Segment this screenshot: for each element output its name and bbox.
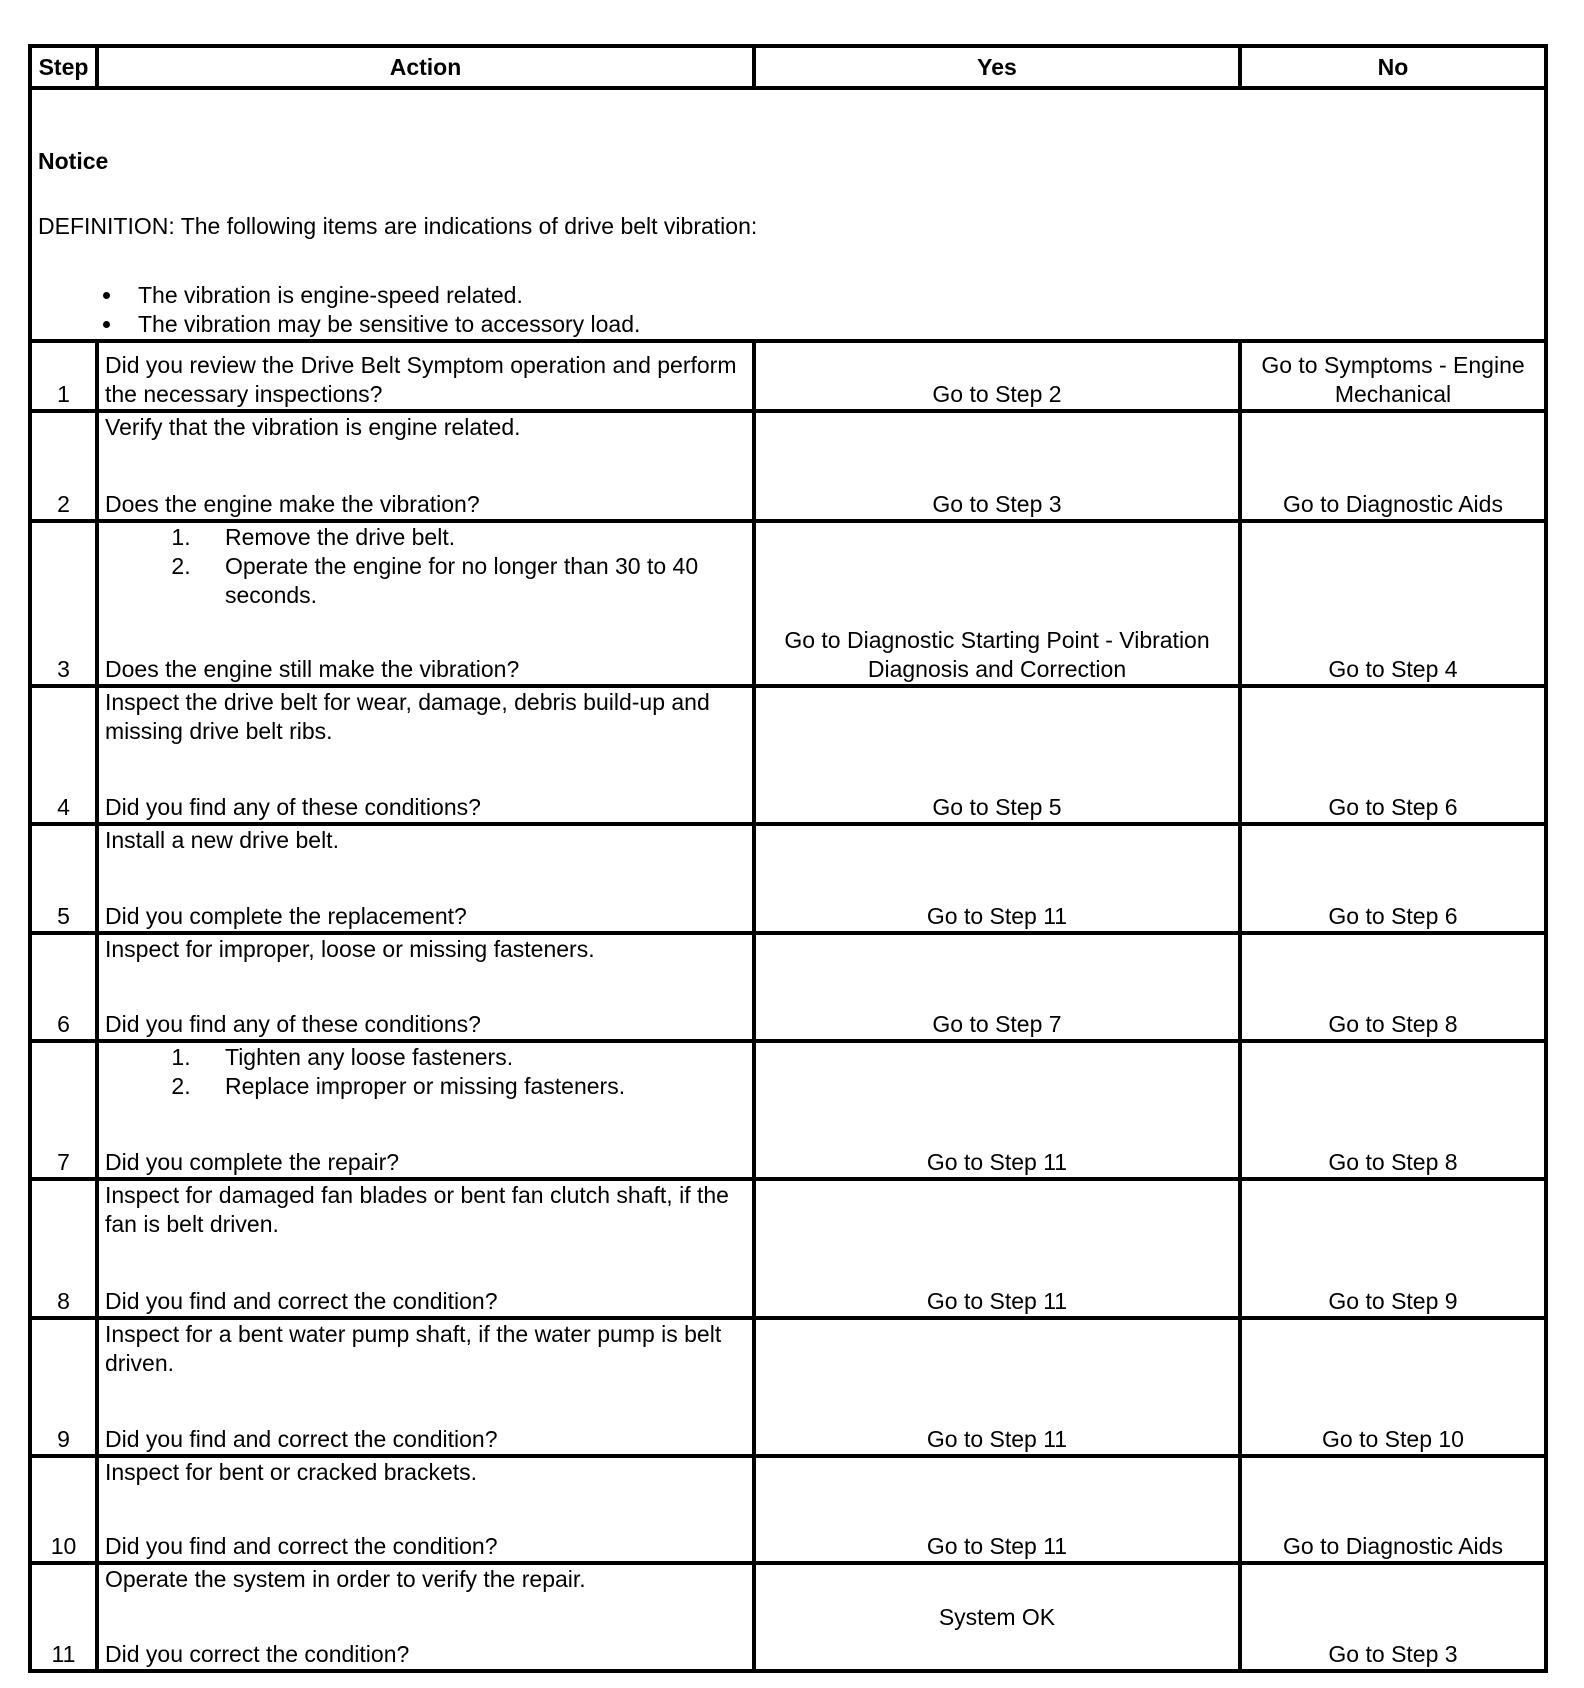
yes-cell: Go to Step 11 [754, 824, 1240, 933]
step-number: 3 [30, 521, 97, 686]
table-row [30, 341, 1546, 411]
step-number: 8 [30, 1179, 97, 1318]
no-cell: Go to Step 4 [1240, 521, 1546, 686]
header-action: Action [97, 46, 754, 88]
yes-cell: Go to Step 11 [754, 1041, 1240, 1179]
diagnostic-table [28, 44, 1548, 1673]
action-cell [97, 411, 754, 521]
step-number: 9 [30, 1318, 97, 1456]
no-cell: Go to Symptoms - Engine Mechanical [1240, 341, 1546, 411]
table-row [30, 933, 1546, 1041]
table-row [30, 521, 1546, 686]
action-question: Did you find and correct the condition? [105, 1533, 498, 1559]
no-cell: Go to Diagnostic Aids [1240, 411, 1546, 521]
table-row [30, 411, 1546, 521]
step-number: 11 [30, 1563, 97, 1671]
yes-cell: Go to Step 3 [754, 411, 1240, 521]
step-number: 7 [30, 1041, 97, 1179]
action-cell [97, 341, 754, 411]
notice-bullet: • The vibration is engine-speed related. [124, 281, 1538, 310]
action-question: Did you find any of these conditions? [105, 1011, 481, 1037]
header-row [30, 46, 1546, 88]
step-number: 1 [30, 341, 97, 411]
yes-cell: Go to Step 11 [754, 1456, 1240, 1563]
action-text: Inspect for improper, loose or missing fasteners. [105, 936, 595, 962]
action-text: Operate the system in order to verify the repair. [105, 1566, 586, 1592]
yes-cell: Go to Diagnostic Starting Point - Vibration Diagnosis and Correction [754, 521, 1240, 686]
action-question: Did you correct the condition? [105, 1641, 410, 1667]
action-text: Install a new drive belt. [105, 827, 339, 853]
action-question: Did you find and correct the condition? [105, 1288, 498, 1314]
action-cell [97, 1041, 754, 1179]
action-cell [97, 1179, 754, 1318]
yes-cell: Go to Step 5 [754, 686, 1240, 824]
header-no: No [1240, 46, 1546, 88]
substeps-list [105, 1043, 746, 1101]
action-question: Does the engine still make the vibration? [105, 656, 520, 682]
no-cell: Go to Step 10 [1240, 1318, 1546, 1456]
substep: 1. Remove the drive belt. [197, 523, 746, 552]
step-number: 6 [30, 933, 97, 1041]
no-cell: Go to Step 9 [1240, 1179, 1546, 1318]
substep: 2. Replace improper or missing fasteners. [197, 1072, 746, 1101]
action-cell [97, 521, 754, 686]
table-row [30, 824, 1546, 933]
yes-cell: Go to Step 2 [754, 341, 1240, 411]
notice-bullet: • The vibration may be sensitive to accessory load. [124, 310, 1538, 339]
action-cell [97, 686, 754, 824]
notice-row [30, 88, 1546, 341]
table-row [30, 1456, 1546, 1563]
action-cell [97, 1563, 754, 1671]
substep: 1. Tighten any loose fasteners. [197, 1043, 746, 1072]
action-text: Inspect the drive belt for wear, damage, debris build-up and missing drive belt ribs. [105, 689, 710, 744]
no-cell: Go to Diagnostic Aids [1240, 1456, 1546, 1563]
no-cell: Go to Step 6 [1240, 686, 1546, 824]
header-step: Step [30, 46, 97, 88]
yes-cell: Go to Step 7 [754, 933, 1240, 1041]
header-yes: Yes [754, 46, 1240, 88]
action-text: Verify that the vibration is engine related. [105, 414, 521, 440]
action-question: Did you complete the replacement? [105, 903, 467, 929]
action-cell [97, 1456, 754, 1563]
step-number: 2 [30, 411, 97, 521]
table-row [30, 1318, 1546, 1456]
no-cell: Go to Step 8 [1240, 1041, 1546, 1179]
yes-cell: Go to Step 11 [754, 1318, 1240, 1456]
yes-cell: System OK [754, 1563, 1240, 1671]
substep: 2. Operate the engine for no longer than 30 to 40 seconds. [197, 552, 746, 610]
action-text: Inspect for a bent water pump shaft, if the water pump is belt driven. [105, 1321, 722, 1376]
action-question: Does the engine make the vibration? [105, 491, 480, 517]
action-text: Did you review the Drive Belt Symptom operation and perform the necessary inspections? [105, 352, 737, 407]
action-question: Did you find and correct the condition? [105, 1426, 498, 1452]
notice-cell [30, 88, 1546, 341]
table-row [30, 1563, 1546, 1671]
step-number: 10 [30, 1456, 97, 1563]
action-text: Inspect for bent or cracked brackets. [105, 1459, 478, 1485]
table-row [30, 1041, 1546, 1179]
action-text: Inspect for damaged fan blades or bent fan clutch shaft, if the fan is belt driven. [105, 1182, 729, 1237]
no-cell: Go to Step 6 [1240, 824, 1546, 933]
action-cell [97, 824, 754, 933]
step-number: 5 [30, 824, 97, 933]
table-row [30, 1179, 1546, 1318]
no-cell: Go to Step 3 [1240, 1563, 1546, 1671]
action-question: Did you find any of these conditions? [105, 794, 481, 820]
notice-title: Notice [38, 148, 109, 174]
substeps-list [105, 523, 746, 610]
notice-bullets [38, 281, 1538, 339]
no-cell: Go to Step 8 [1240, 933, 1546, 1041]
yes-cell: Go to Step 11 [754, 1179, 1240, 1318]
action-cell [97, 933, 754, 1041]
table-row [30, 686, 1546, 824]
action-cell [97, 1318, 754, 1456]
step-number: 4 [30, 686, 97, 824]
notice-definition: DEFINITION: The following items are indications of drive belt vibration: [38, 213, 758, 239]
action-question: Did you complete the repair? [105, 1149, 400, 1175]
